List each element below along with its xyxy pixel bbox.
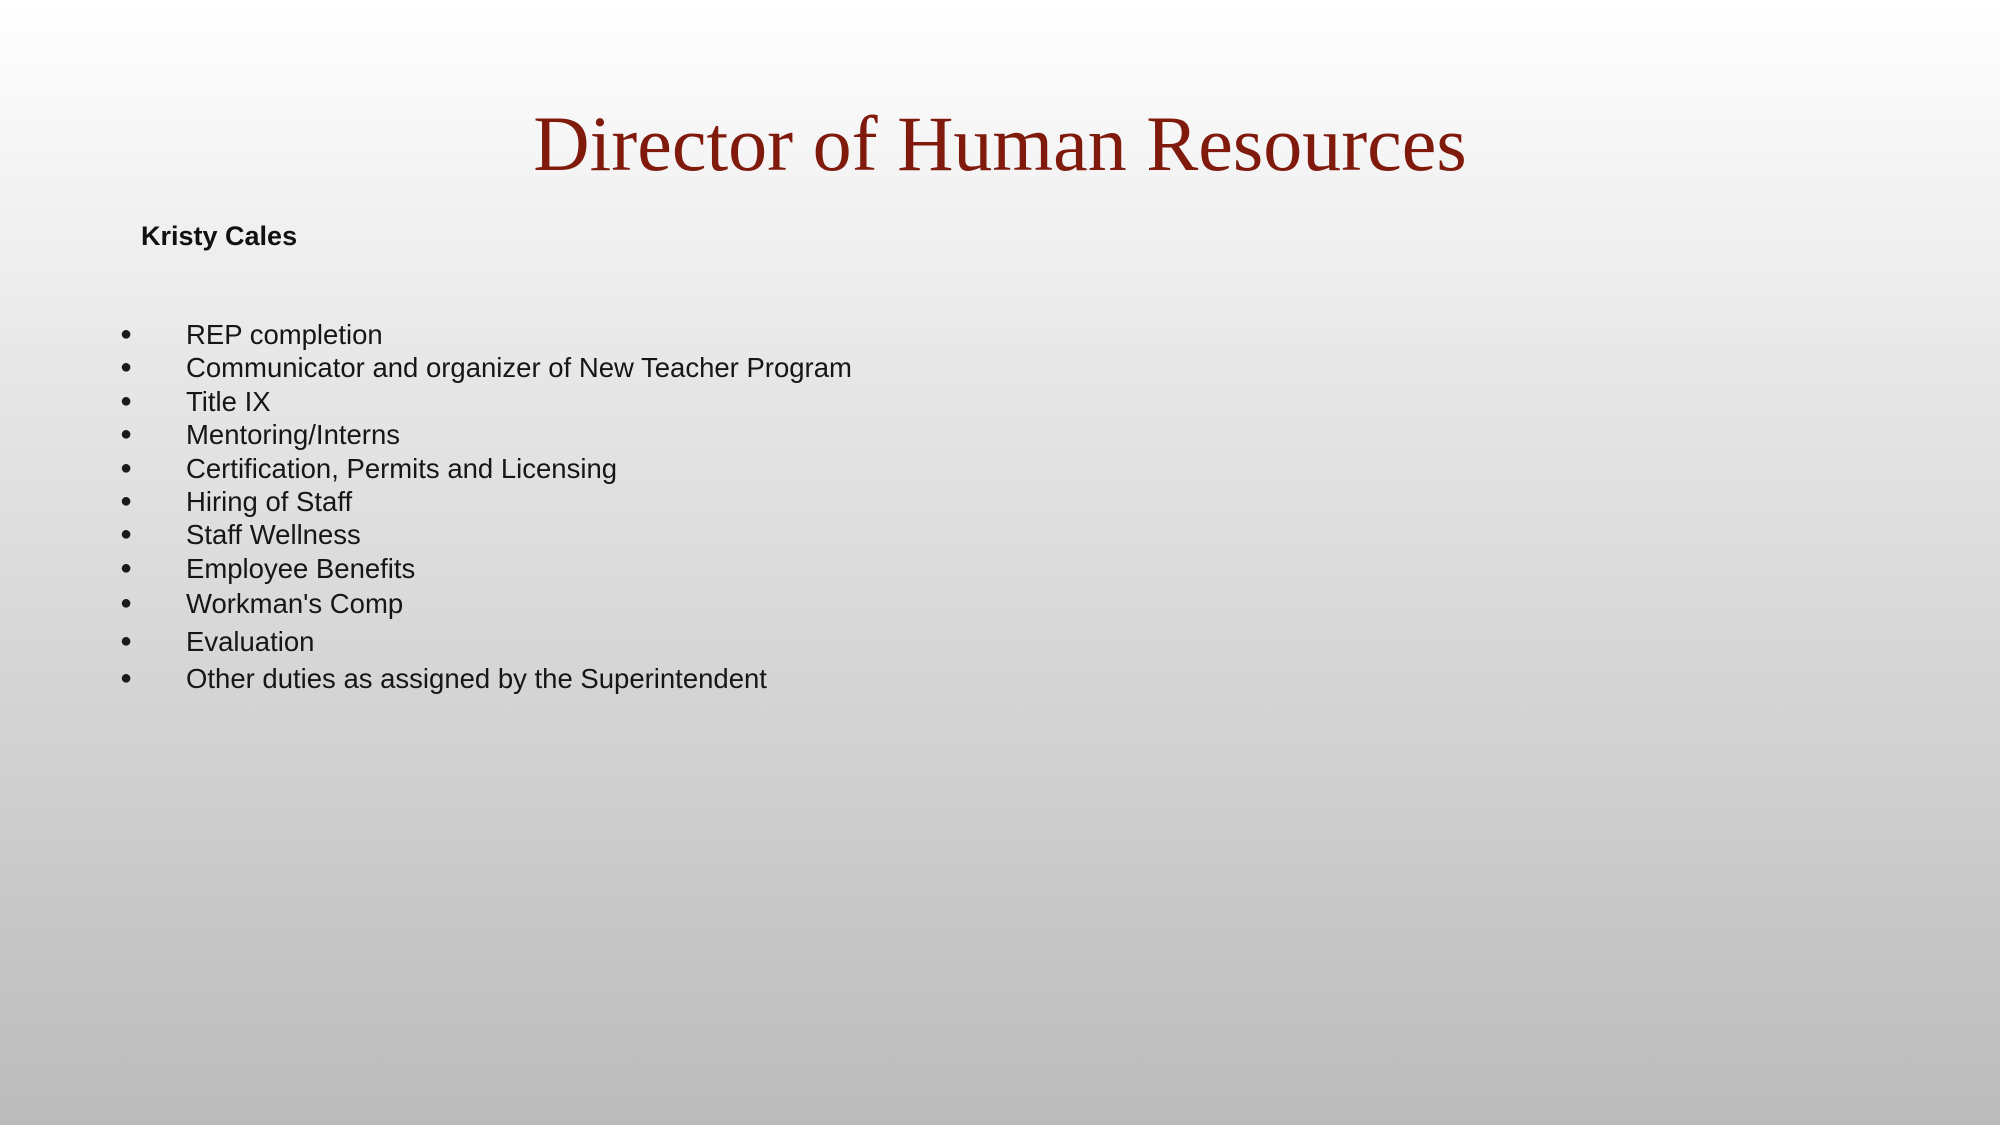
bullet-icon: ● [120, 356, 133, 379]
list-item-text: Staff Wellness [186, 519, 361, 551]
list-item-text: Certification, Permits and Licensing [186, 452, 618, 484]
bullet-icon: ● [120, 667, 133, 690]
bullet-icon: ● [120, 423, 133, 446]
list-item-text: Evaluation [186, 625, 315, 657]
list-item-text: Other duties as assigned by the Superintendent [186, 663, 767, 695]
bullet-icon: ● [120, 323, 133, 345]
bullet-icon: ● [120, 629, 133, 652]
list-item-text: REP completion [186, 319, 383, 350]
list-item-text: Mentoring/Interns [186, 419, 400, 451]
bullet-icon: ● [120, 489, 133, 512]
bullet-icon: ● [120, 389, 133, 412]
list-item-text: Communicator and organizer of New Teacher Program [186, 352, 852, 384]
list-item-text: Hiring of Staff [186, 485, 353, 517]
bullet-icon: ● [120, 556, 133, 579]
bullet-icon: ● [120, 592, 133, 615]
list-item-text: Title IX [186, 385, 271, 417]
bullet-icon: ● [120, 456, 133, 479]
presenter-name: Kristy Cales [141, 221, 298, 251]
list-item-text: Employee Benefits [186, 552, 416, 584]
list-item-text: Workman's Comp [186, 588, 404, 620]
slide-title: Director of Human Resources [533, 100, 1467, 187]
bullet-icon: ● [120, 523, 133, 546]
